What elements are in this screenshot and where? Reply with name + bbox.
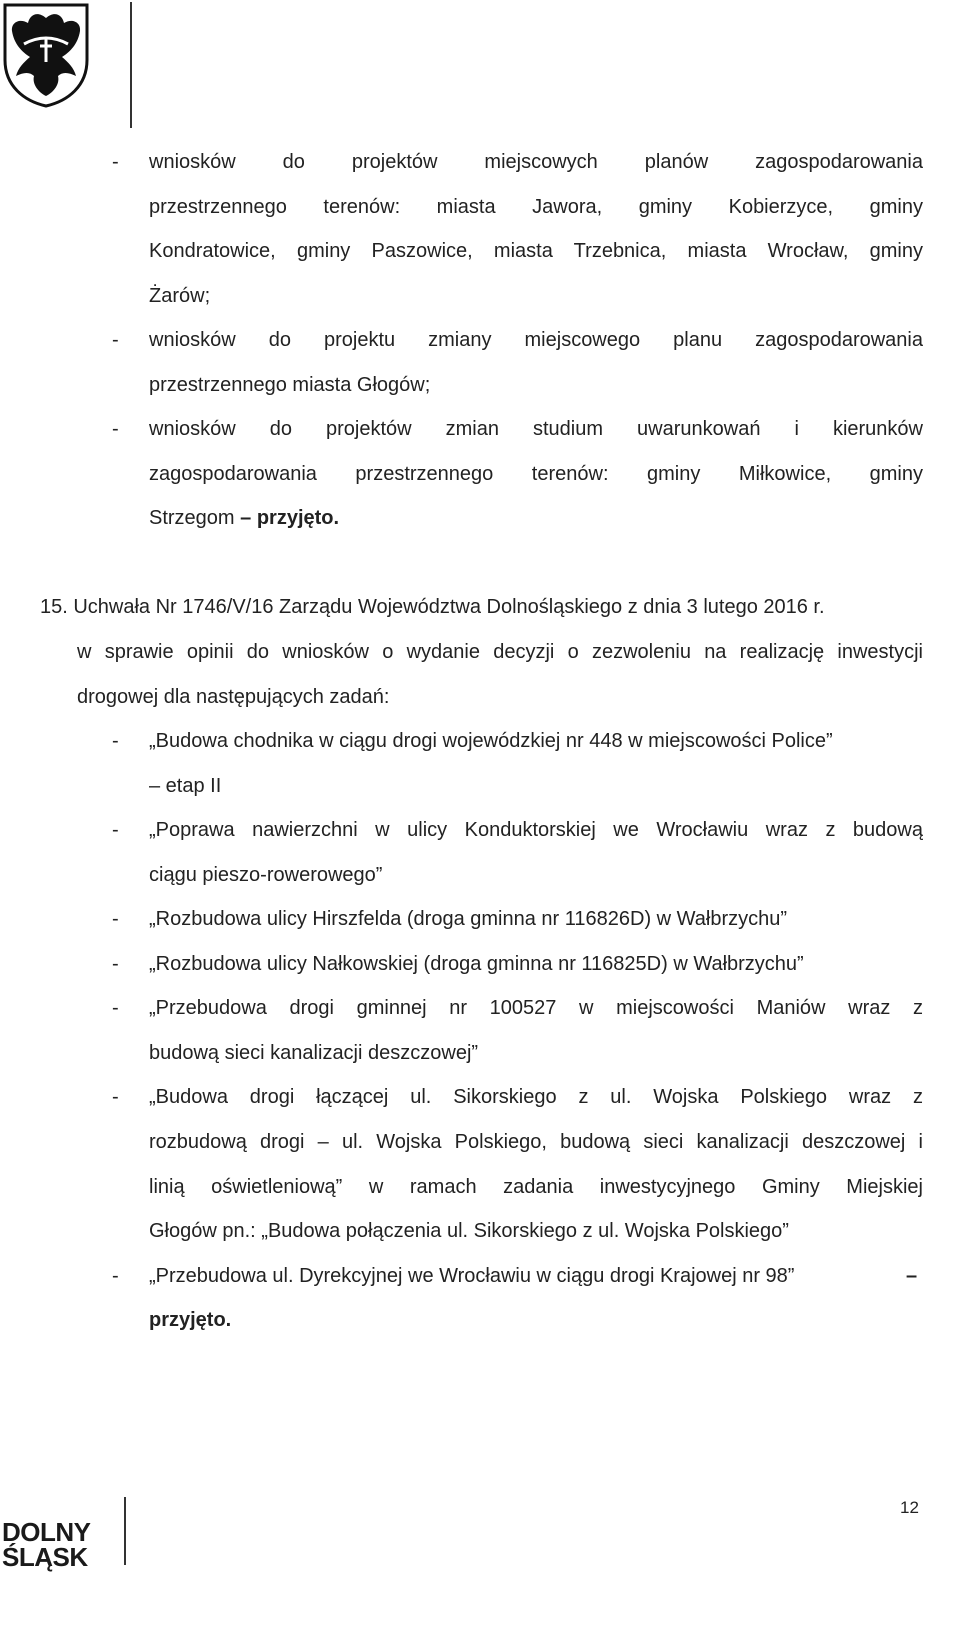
task-text: ciągu pieszo-rowerowego” — [149, 864, 383, 886]
logo-line: DOLNY — [2, 1517, 91, 1547]
task-text: „Przebudowa ul. Dyrekcyjnej we Wrocławiu w ciągu drogi Krajowej nr 98” — [149, 1265, 795, 1287]
bullet-dash: - — [112, 151, 119, 173]
result-status: przyjęto. — [256, 507, 340, 529]
bullet-dash: - — [112, 730, 119, 752]
footer-divider — [124, 1497, 126, 1565]
result-status: przyjęto. — [149, 1309, 232, 1331]
dolny-slask-logo — [2, 1517, 91, 1572]
item-text: wniosków do projektu zmiany miejscowego planu zagospodarowania — [149, 329, 923, 351]
bullet-dash: - — [112, 1265, 119, 1287]
bullet-dash: - — [112, 1086, 119, 1108]
task-text: „Rozbudowa ulicy Nałkowskiej (droga gminna nr 116825D) w Wałbrzychu” — [149, 953, 804, 975]
bullet-dash: - — [112, 953, 119, 975]
section-15-intro: drogowej dla następujących zadań: — [77, 686, 390, 708]
task-text: – etap II — [149, 775, 222, 797]
task-text: rozbudową drogi – ul. Wojska Polskiego, budową sieci kanalizacji deszczowej i — [149, 1131, 923, 1153]
logo-line: ŚLĄSK — [2, 1542, 88, 1572]
result-dash: – — [240, 507, 252, 529]
task-text: „Rozbudowa ulicy Hirszfelda (droga gminna nr 116826D) w Wałbrzychu” — [149, 908, 788, 930]
section-15-title: 15. Uchwała Nr 1746/V/16 Zarządu Województwa Dolnośląskiego z dnia 3 lutego 2016 r. — [40, 596, 825, 618]
item-text: wniosków do projektów miejscowych planów zagospodarowania — [149, 151, 923, 173]
item-text: przestrzennego miasta Głogów; — [149, 374, 431, 396]
task-text: „Budowa drogi łączącej ul. Sikorskiego z ul. Wojska Polskiego wraz z — [149, 1086, 923, 1108]
item-text: Kondratowice, gminy Paszowice, miasta Trzebnica, miasta Wrocław, gminy — [149, 240, 923, 262]
bullet-dash: - — [112, 329, 119, 351]
section-15-intro: w sprawie opinii do wniosków o wydanie decyzji o zezwoleniu na realizację inwestycji — [77, 641, 923, 663]
item-text-with-result — [149, 506, 339, 530]
task-text: „Przebudowa drogi gminnej nr 100527 w miejscowości Maniów wraz z — [149, 997, 923, 1019]
item-text: zagospodarowania przestrzennego terenów: gminy Miłkowice, gminy — [149, 463, 923, 485]
task-text: linią oświetleniową” w ramach zadania inwestycyjnego Gminy Miejskiej — [149, 1176, 923, 1198]
item-text: Żarów; — [149, 285, 211, 307]
result-dash: – — [906, 1265, 918, 1287]
bullet-dash: - — [112, 908, 119, 930]
bullet-dash: - — [112, 819, 119, 841]
header-divider — [130, 2, 132, 128]
bullet-dash: - — [112, 418, 119, 440]
item-text: przestrzennego terenów: miasta Jawora, gminy Kobierzyce, gminy — [149, 196, 923, 218]
task-text: „Budowa chodnika w ciągu drogi wojewódzkiej nr 448 w miejscowości Police” — [149, 730, 833, 752]
page-number: 12 — [900, 1498, 919, 1517]
lower-silesia-eagle-crest-icon — [2, 2, 90, 108]
item-text: Strzegom — [149, 507, 235, 529]
item-text: wniosków do projektów zmian studium uwarunkowań i kierunków — [149, 418, 923, 440]
bullet-dash: - — [112, 997, 119, 1019]
task-text: „Poprawa nawierzchni w ulicy Konduktorskiej we Wrocławiu wraz z budową — [149, 819, 923, 841]
task-text: budową sieci kanalizacji deszczowej” — [149, 1042, 479, 1064]
task-text: Głogów pn.: „Budowa połączenia ul. Sikorskiego z ul. Wojska Polskiego” — [149, 1220, 789, 1242]
